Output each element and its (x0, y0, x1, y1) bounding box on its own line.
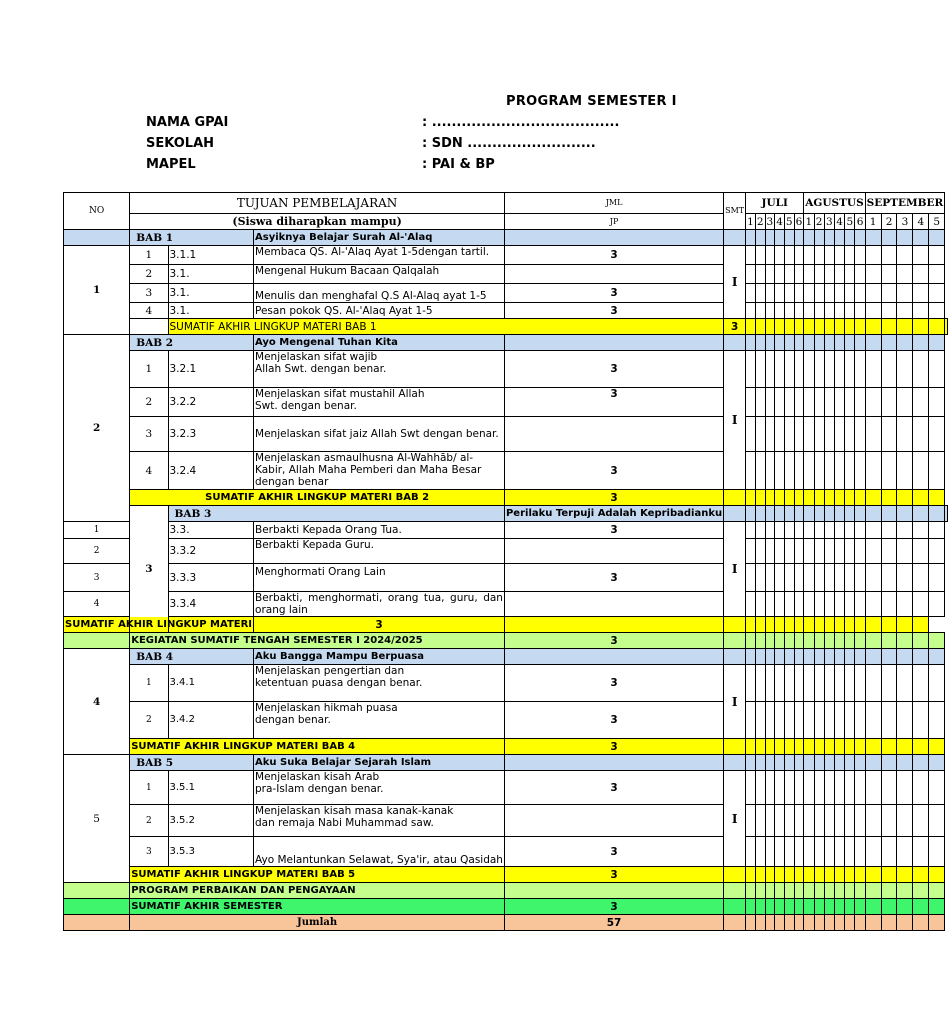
item-text: Berbakti Kepada Guru. (254, 539, 505, 564)
remedial-label: PROGRAM PERBAIKAN DAN PENGAYAAN (130, 883, 505, 899)
item-code: 3.2.2 (168, 388, 254, 417)
sts-jp: 3 (504, 633, 723, 649)
item-text: Mengenal Hukum Bacaan Qalqalah (254, 265, 505, 284)
item-jp (504, 592, 723, 617)
item-jp (504, 805, 723, 837)
item-number: 3 (130, 284, 168, 303)
item-jp: 3 (504, 522, 723, 539)
smt-value: I (724, 522, 746, 617)
item-jp: 3 (504, 303, 723, 319)
item-text: Menjelaskan pengertian dan ketentuan puasa dengan benar. (254, 665, 505, 702)
item-jp (504, 265, 723, 284)
jp-cell (504, 230, 723, 246)
sumatif-jp: 3 (504, 490, 723, 506)
item-text: Menghormati Orang Lain (254, 564, 505, 592)
row-no: 1 (64, 246, 130, 335)
item-text: Menulis dan menghafal Q.S Al-Alaq ayat 1-5 (254, 284, 505, 303)
item-number: 1 (130, 351, 168, 388)
item-code: 3.3.3 (168, 564, 254, 592)
bab-label: BAB 1 (130, 230, 254, 246)
item-text: Menjelaskan asmaulhusna Al-Wahhāb/ al-Kabir, Allah Maha Pemberi dan Maha Besar dengan benar (254, 452, 505, 490)
item-number: 1 (64, 522, 130, 539)
item-number: 2 (130, 388, 168, 417)
week-header: 1 (747, 215, 754, 228)
info-label-nama-gpai: NAMA GPAI (146, 115, 229, 130)
col-jml-header: JML (504, 193, 723, 214)
item-code: 3.3. (168, 522, 254, 539)
item-code: 3.1. (168, 265, 254, 284)
bab-label: BAB 4 (130, 649, 254, 665)
item-jp: 3 (504, 452, 723, 490)
item-text: Berbakti, menghormati, orang tua, guru, dan orang lain (255, 592, 503, 616)
sumatif-jp: 3 (254, 617, 505, 633)
item-text: Ayo Melantunkan Selawat, Sya'ir, atau Qasidah (254, 837, 505, 867)
col-jp-header: JP (504, 214, 723, 230)
semester-program-table (63, 192, 948, 931)
item-number: 3 (64, 564, 130, 592)
week-header: 2 (815, 215, 823, 228)
col-tp-subheader: (Siswa diharapkan mampu) (130, 214, 505, 230)
info-value-nama-gpai: : ...................................... (422, 115, 620, 130)
info-label-mapel: MAPEL (146, 157, 196, 172)
week-header: 2 (756, 215, 764, 228)
item-code: 3.1.1 (168, 246, 254, 265)
item-number: 1 (130, 665, 168, 702)
info-value-sekolah: : SDN .......................... (422, 136, 596, 151)
week-header: 6 (856, 215, 864, 228)
item-code: 3.5.1 (168, 771, 254, 805)
item-number: 4 (130, 452, 168, 490)
sas-jp: 3 (504, 899, 723, 915)
item-number: 1 (130, 246, 168, 265)
week-header: 1 (805, 215, 813, 228)
item-jp: 3 (504, 702, 723, 739)
item-jp (504, 417, 723, 452)
item-text: Pesan pokok QS. Al-'Alaq Ayat 1-5 (254, 303, 505, 319)
col-tp-header: TUJUAN PEMBELAJARAN (130, 193, 505, 214)
bab-label: BAB 3 (168, 506, 504, 522)
item-code: 3.3.4 (168, 592, 254, 617)
item-text: Membaca QS. Al-'Alaq Ayat 1-5dengan tartil. (254, 246, 505, 265)
info-value-mapel: : PAI & BP (422, 157, 495, 172)
item-text: Menjelaskan sifat wajib Allah Swt. dengan benar. (254, 351, 505, 388)
item-text: Berbakti Kepada Orang Tua. (254, 522, 505, 539)
item-jp: 3 (504, 771, 723, 805)
bab-title: Perilaku Terpuji Adalah Kepribadianku (504, 506, 723, 522)
total-jp: 57 (504, 915, 723, 931)
item-code: 3.3.2 (168, 539, 254, 564)
item-code: 3.2.1 (168, 351, 254, 388)
sas-label: SUMATIF AKHIR SEMESTER (130, 899, 505, 915)
page-title: PROGRAM SEMESTER I (506, 94, 677, 109)
item-number: 3 (130, 837, 168, 867)
item-jp: 3 (504, 351, 723, 388)
week-header: 3 (826, 215, 833, 228)
col-no-header: NO (64, 193, 130, 230)
item-number: 2 (130, 805, 168, 837)
item-text: Menjelaskan kisah Arab pra-Islam dengan benar. (254, 771, 505, 805)
week-header: 5 (785, 215, 793, 228)
item-text: Menjelaskan kisah masa kanak-kanak dan remaja Nabi Muhammad saw. (254, 805, 505, 837)
row-no: 4 (64, 649, 130, 755)
smt-value: I (724, 246, 746, 319)
month-agustus: AGUSTUS (804, 193, 865, 214)
bab-title: Aku Suka Belajar Sejarah Islam (254, 755, 505, 771)
bab-label: BAB 5 (130, 755, 254, 771)
week-header: 5 (846, 215, 854, 228)
smt-value: I (724, 665, 746, 739)
item-number: 4 (64, 592, 130, 617)
item-code: 3.4.1 (168, 665, 254, 702)
bab-title: Aku Bangga Mampu Berpuasa (254, 649, 505, 665)
item-jp: 3 (504, 564, 723, 592)
item-code: 3.1. (168, 284, 254, 303)
item-number: 2 (130, 265, 168, 284)
item-number: 1 (130, 771, 168, 805)
sumatif-label: SUMATIF AKHIR LINGKUP MATERI (64, 617, 254, 633)
no-cell (64, 230, 130, 246)
row-no: 3 (130, 506, 168, 633)
week-header: 5 (929, 214, 945, 230)
month-juli: JULI (746, 193, 804, 214)
bab-title: Asyiknya Belajar Surah Al-'Alaq (254, 230, 505, 246)
smt-cell (724, 230, 746, 246)
item-jp: 3 (504, 246, 723, 265)
week-header: 6 (795, 215, 803, 228)
item-number: 2 (130, 702, 168, 739)
bab-label: BAB 2 (130, 335, 254, 351)
sumatif-label: SUMATIF AKHIR LINGKUP MATERI BAB 2 (130, 490, 505, 506)
week-header: 4 (913, 214, 929, 230)
item-jp: 3 (504, 284, 723, 303)
week-header: 4 (836, 215, 843, 228)
item-jp: 3 (504, 665, 723, 702)
sumatif-jp: 3 (724, 319, 746, 335)
smt-value: I (724, 771, 746, 867)
week-header: 3 (897, 214, 913, 230)
item-text: Menjelaskan hikmah puasa dengan benar. (254, 702, 505, 739)
item-jp: 3 (504, 837, 723, 867)
total-label: Jumlah (130, 915, 505, 931)
remedial-jp (504, 883, 723, 899)
sumatif-label: SUMATIF AKHIR LINGKUP MATERI BAB 5 (130, 867, 505, 883)
month-september: SEPTEMBER (865, 193, 945, 214)
item-code: 3.2.3 (168, 417, 254, 452)
item-code: 3.2.4 (168, 452, 254, 490)
item-code: 3.5.3 (168, 837, 254, 867)
item-number: 4 (130, 303, 168, 319)
sumatif-label: SUMATIF AKHIR LINGKUP MATERI BAB 1 (168, 319, 504, 335)
week-header: 3 (766, 215, 774, 228)
sumatif-jp: 3 (504, 739, 723, 755)
sumatif-label: SUMATIF AKHIR LINGKUP MATERI BAB 4 (130, 739, 505, 755)
row-no: 2 (64, 335, 130, 522)
item-number: 3 (130, 417, 168, 452)
item-jp (504, 539, 723, 564)
item-code: 3.4.2 (168, 702, 254, 739)
week-header: 2 (881, 214, 897, 230)
sumatif-jp: 3 (504, 867, 723, 883)
smt-value: I (724, 351, 746, 490)
item-text: Menjelaskan sifat mustahil Allah Swt. dengan benar. (254, 388, 505, 417)
bab-title: Ayo Mengenal Tuhan Kita (254, 335, 505, 351)
item-number: 2 (64, 539, 130, 564)
row-no: 5 (64, 755, 130, 883)
col-smt-header: SMT (724, 193, 746, 230)
item-code: 3.5.2 (168, 805, 254, 837)
item-text: Menjelaskan sifat jaiz Allah Swt dengan benar. (254, 417, 505, 452)
sts-label: KEGIATAN SUMATIF TENGAH SEMESTER I 2024/2025 (130, 633, 505, 649)
week-header: 4 (776, 215, 783, 228)
info-label-sekolah: SEKOLAH (146, 136, 215, 151)
item-code: 3.1. (168, 303, 254, 319)
item-jp: 3 (504, 388, 723, 417)
week-header: 1 (865, 214, 881, 230)
